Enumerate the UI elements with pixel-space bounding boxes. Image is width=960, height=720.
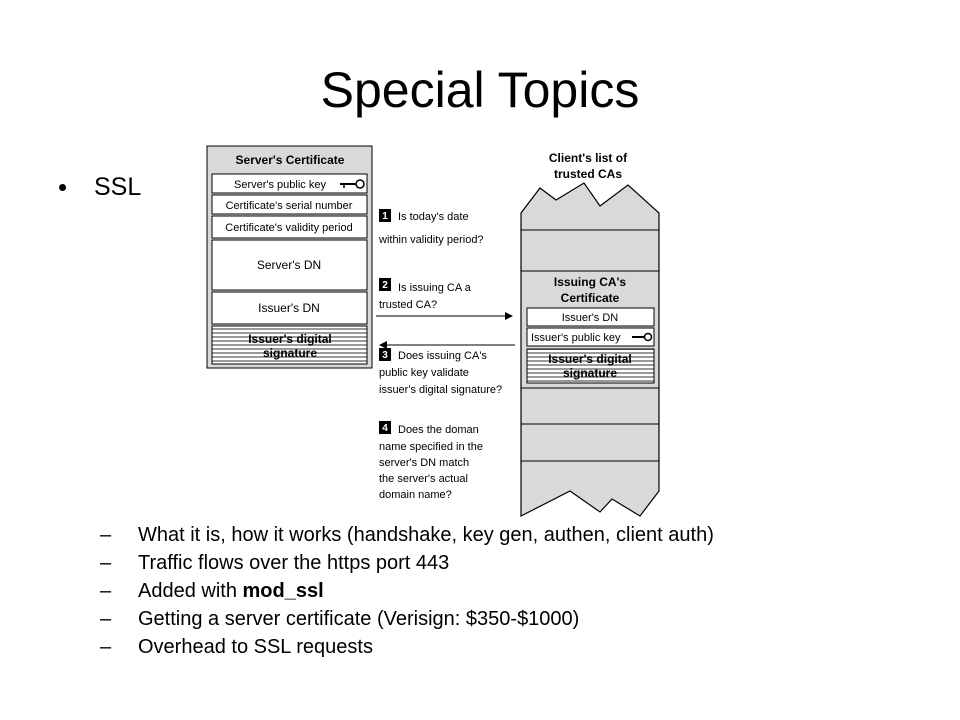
- slide-title: Special Topics: [320, 62, 640, 118]
- list-dash: –: [100, 580, 112, 602]
- ca-signature-line1: Issuer's digital: [548, 352, 632, 366]
- step-4-line4: the server's actual: [379, 473, 468, 485]
- client-list-title-line1: Client's list of: [548, 151, 628, 165]
- bullet-ssl: SSL: [94, 173, 142, 201]
- issuer-signature-line2: signature: [262, 346, 318, 360]
- list-item-text: Added with: [138, 580, 243, 602]
- server-cert-title: Server's Certificate: [235, 153, 345, 167]
- client-list-title-line2: trusted CAs: [553, 167, 623, 181]
- step-3-line1: Does issuing CA's: [398, 350, 487, 362]
- step-1-number: 1: [382, 211, 388, 222]
- list-dash: –: [100, 608, 112, 630]
- ca-issuer-dn-label: Issuer's DN: [561, 312, 619, 324]
- list-item-text: Traffic flows over the https port 443: [138, 552, 450, 574]
- bullet-dot: •: [58, 172, 68, 202]
- ca-public-key-label: Issuer's public key: [531, 332, 621, 344]
- step-3: [379, 348, 502, 396]
- step-4-line5: domain name?: [379, 489, 452, 501]
- list-item-text: Overhead to SSL requests: [138, 636, 373, 658]
- step-3-line3: issuer's digital signature?: [379, 384, 503, 396]
- list-dash: –: [100, 524, 112, 546]
- server-public-key-label: Server's public key: [234, 179, 326, 191]
- issuer-signature-line1: Issuer's digital: [248, 332, 332, 346]
- step-1-line1: Is today's date: [398, 211, 469, 223]
- step-2-line2: trusted CA?: [379, 299, 438, 311]
- step-4: [379, 421, 483, 501]
- issuer-dn-label: Issuer's DN: [258, 301, 320, 315]
- step-3-line2: public key validate: [379, 367, 469, 379]
- certificate-validity-label: Certificate's validity period: [225, 222, 353, 234]
- server-certificate: [207, 146, 372, 368]
- list-dash: –: [100, 636, 112, 658]
- step-2-number: 2: [382, 280, 388, 291]
- ca-signature-line2: signature: [562, 366, 618, 380]
- step-4-line1: Does the doman: [398, 424, 479, 436]
- step-1-line2: within validity period?: [379, 234, 484, 246]
- list-item-text: What it is, how it works (handshake, key gen, authen, client auth): [138, 524, 714, 546]
- server-dn-label: Server's DN: [256, 258, 322, 272]
- step-2: [379, 278, 472, 311]
- list-item-bold-text: mod_ssl: [242, 580, 324, 602]
- step-4-line3: server's DN match: [379, 457, 470, 469]
- step-4-number: 4: [382, 423, 388, 434]
- step-3-number: 3: [382, 350, 388, 361]
- list-item-text: Getting a server certificate (Verisign: $350-$1000): [138, 608, 580, 630]
- list-dash: –: [100, 552, 112, 574]
- ca-cert-title-line2: Certificate: [560, 291, 620, 305]
- step-4-line2: name specified in the: [379, 441, 483, 453]
- step-2-line1: Is issuing CA a: [398, 282, 471, 294]
- ca-cert-title-line1: Issuing CA's: [553, 275, 627, 289]
- step-1: [378, 209, 484, 246]
- certificate-serial-label: Certificate's serial number: [225, 200, 353, 212]
